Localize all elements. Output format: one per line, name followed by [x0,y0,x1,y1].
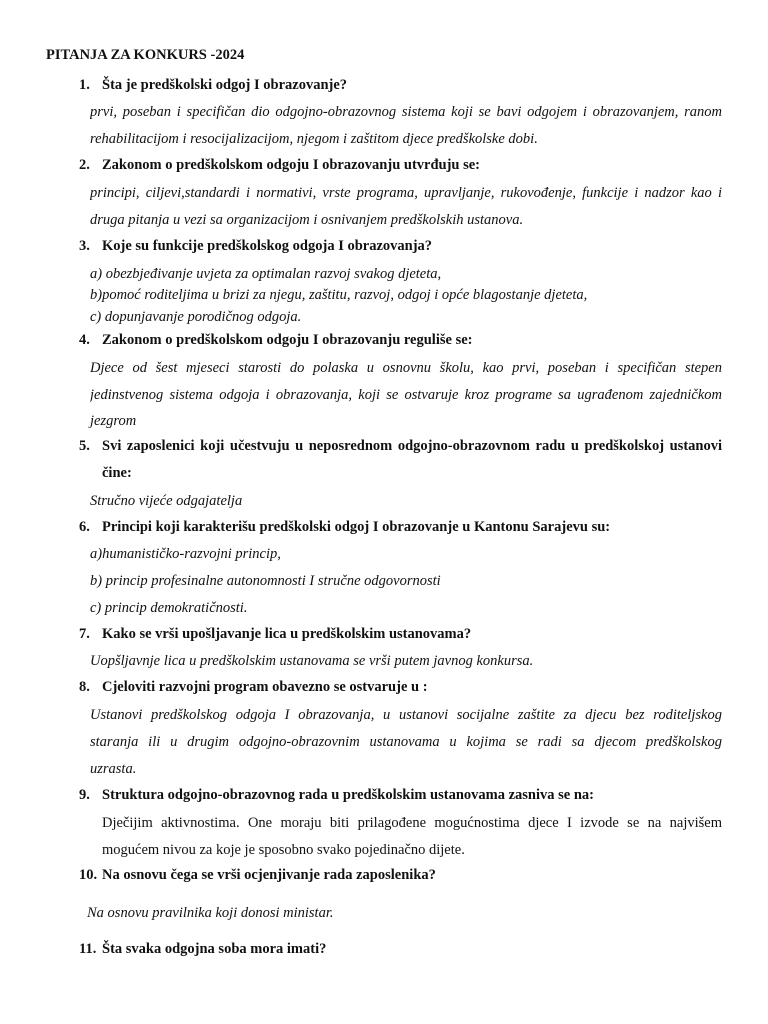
question-text: Zakonom o predškolskom odgoju I obrazovanju utvrđuju se: [102,157,481,173]
question-text: Cjeloviti razvojni program obavezno se ostvaruje u : [102,679,428,695]
question-text: Koje su funkcije predškolskog odgoja I obrazovanja? [102,238,433,254]
question-text: Šta svaka odgojna soba mora imati? [102,941,327,957]
question-text: Kako se vrši upošljavanje lica u predškolskim ustanovama? [102,626,472,642]
answer-6-line-2: b) princip profesinalne autonomnosti I stručne odgovornosti [90,573,441,589]
question-7 [79,621,722,648]
question-6 [79,514,722,541]
answer-6-line-1: a)humanističko-razvojni princip, [90,546,281,562]
answer-2-line-1: principi, ciljevi,standardi i normativi, vrste programa, upravljanje, rukovođenje, funkcije i nadzor kao i [90,185,722,201]
answer-9-line-1: Dječijim aktivnostima. One moraju biti prilagođene mogućnostima djece I izvode se na najvišem [102,815,722,831]
answer-1-line-2: rehabilitacijom i resocijalizacijom, njegom i zaštitom djece predškolske dobi. [90,131,538,147]
answer-6-line-3: c) princip demokratičnosti. [90,600,248,616]
question-number: 1. [79,77,90,93]
question-8 [79,674,722,701]
answer-7-line-1: Uopšljavnje lica u predškolskim ustanovama se vrši putem javnog konkursa. [90,653,534,669]
question-text: Svi zaposlenici koji učestvuju u neposrednom odgojno-obrazovnom radu u predškolskoj ustanovi čine: [102,438,722,481]
question-number: 2. [79,157,90,173]
question-1 [79,72,722,99]
question-number: 7. [79,626,90,642]
question-5 [79,433,722,487]
document-title: PITANJA ZA KONKURS -2024 [46,47,245,63]
question-9 [79,782,722,809]
question-text: Principi koji karakterišu predškolski odgoj I obrazovanje u Kantonu Sarajevu su: [102,519,611,535]
question-number: 9. [79,787,90,803]
question-number: 6. [79,519,90,535]
question-number: 4. [79,332,90,348]
question-11 [79,936,722,963]
answer-3-line-2: b)pomoć roditeljima u brizi za njegu, zaštitu, razvoj, odgoj i opće blagostanje djeteta, [90,287,588,303]
question-number: 5. [79,438,90,454]
question-text: Šta je predškolski odgoj I obrazovanje? [102,77,348,93]
answer-4-line-1: Djece od šest mjeseci starosti do polaska u osnovnu školu, kao prvi, poseban i specifičan stepen [90,360,722,376]
answer-4-line-2: jedinstvenog sistema odgoja i obrazovanja, koji se ostvaruje kroz programe sa ugrađenom zajedničkom [90,387,722,403]
question-4 [79,327,722,354]
answer-8-line-2: staranja ili u drugim odgojno-obrazovnim ustanovama u kojima se radi sa djecom predškolskog [90,734,722,750]
question-text: Na osnovu čega se vrši ocjenjivanje rada zaposlenika? [102,867,436,883]
answer-5-line-1: Stručno vijeće odgajatelja [90,493,243,509]
question-3 [79,233,722,260]
answer-1-line-1: prvi, poseban i specifičan dio odgojno-obrazovnog sistema koji se bavi odgojem i obrazovanjem, ranom [90,104,722,120]
question-number: 8. [79,679,90,695]
answer-8-line-3: uzrasta. [90,761,137,777]
question-number: 3. [79,238,90,254]
answer-3-line-1: a) obezbjeđivanje uvjeta za optimalan razvoj svakog djeteta, [90,266,442,282]
answer-8-line-1: Ustanovi predškolskog odgoja I obrazovanja, u ustanovi socijalne zaštite za djecu bez roditeljskog [90,707,722,723]
answer-2-line-2: druga pitanja u vezi sa organizacijom i osnivanjem predškolskih ustanova. [90,212,524,228]
answer-3-line-3: c) dopunjavanje porodičnog odgoja. [90,309,302,325]
question-number: 10. [79,867,98,883]
question-text: Zakonom o predškolskom odgoju I obrazovanju reguliše se: [102,332,473,348]
answer-4-line-3: jezgrom [90,413,137,429]
question-2 [79,152,722,179]
question-text: Struktura odgojno-obrazovnog rada u predškolskim ustanovama zasniva se na: [102,787,594,803]
question-number: 11. [79,941,97,957]
answer-9-line-2: mogućem nivou za koje je sposobno svako pojedinačno dijete. [102,842,465,858]
answer-10-line-1: Na osnovu pravilnika koji donosi ministar. [87,905,334,921]
question-10 [79,862,722,889]
